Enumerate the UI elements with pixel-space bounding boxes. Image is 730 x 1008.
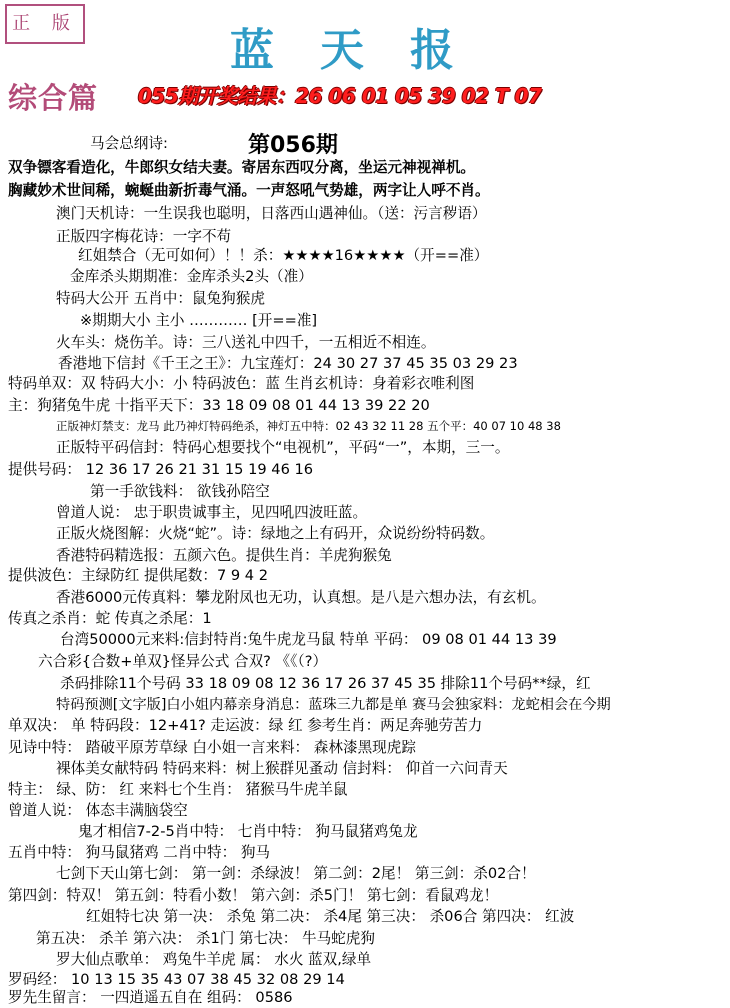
article-line: 金库杀头期期准：金库杀头2头（准） [70, 268, 313, 285]
article-line: 正版特平码信封：特码心想要找个“电视机”，平码“一”，本期，三一。 [56, 439, 510, 456]
article-line: 香港特码精选报：五颜六色。提供生肖：羊虎狗猴兔 [56, 547, 392, 564]
section-label: 综合篇 [8, 81, 99, 115]
draw-result-banner: 055期开奖结果：26 06 01 05 39 02 T 07 [138, 84, 542, 108]
article-line: 裸体美女献特码 特码来料：树上猴群见蚤动 信封料： 仰首一六问青天 [56, 760, 508, 777]
article-line: 提供波色：主绿防红 提供尾数：7 9 4 2 [8, 567, 269, 584]
article-line: 第四剑：特双！ 第五剑：特看小数！ 第六剑：杀5门！ 第七剑：看鼠鸡龙！ [8, 887, 499, 904]
article-line: 曾道人说： 忠于职贵诚事主，见四吼四波旺蓝。 [56, 504, 368, 521]
article-line: 鬼才相信7-2-5肖中特： 七肖中特： 狗马鼠猪鸡兔龙 [78, 823, 418, 840]
article-line: 主：狗猪兔牛虎 十指平天下：33 18 09 08 01 44 13 39 22 20 [8, 397, 430, 414]
article-line: 双争镖客看造化，牛郎织女结夫妻。寄居东西叹分离，坐运元神视禅机。 [8, 159, 476, 176]
article-line: 五肖中特： 狗马鼠猪鸡 二肖中特： 狗马 [8, 844, 271, 861]
article-line: 杀码排除11个号码 33 18 09 08 12 36 17 26 37 45 35 排除11个号码**绿，红 [60, 675, 591, 692]
article-line: ※期期大小 主小 ………… [开==准] [80, 312, 318, 329]
article-line: 六合彩{合数+单双}怪异公式 合双? 《《（?） [38, 653, 328, 670]
article-line: 曾道人说： 体态丰满脑袋空 [8, 802, 188, 819]
article-line: 红姐特七决 第一决： 杀兔 第二决： 杀4尾 第三决： 杀06合 第四决： 红波 [86, 908, 575, 925]
article-line: 单双决： 单 特码段：12+41? 走运波：绿 红 参考生肖：两足奔驰劳苦力 [8, 717, 483, 734]
article-line: 第一手欲钱料： 欲钱孙陪空 [90, 483, 270, 500]
article-line: 胸藏妙术世间稀，蜿蜒曲新折毒气涌。一声怒吼气势雄，两字让人呼不肖。 [8, 182, 490, 199]
article-line: 提供号码： 12 36 17 26 21 31 15 19 46 16 [8, 461, 314, 478]
article-line: 第五决： 杀羊 第六决： 杀1门 第七决： 牛马蛇虎狗 [36, 930, 375, 947]
article-line: 台湾50000元来料:信封特肖:兔牛虎龙马鼠 特单 平码： 09 08 01 44 13 39 [60, 631, 557, 648]
article-line: 传真之杀肖：蛇 传真之杀尾：1 [8, 610, 212, 627]
article-line: 红姐禁合（无可如何）！！杀：★★★★16★★★★（开==准） [78, 247, 489, 264]
article-line: 正版四字梅花诗：一字不苟 [56, 228, 232, 245]
article-line: 香港地下信封《千王之王》：九宝莲灯：24 30 27 37 45 35 03 29 23 [58, 355, 518, 372]
article-line: 七剑下天山第七剑： 第一剑：杀绿波！ 第二剑：2尾！ 第三剑：杀02合！ [56, 865, 536, 882]
article-line: 罗大仙点歌单： 鸡兔牛羊虎 属： 水火 蓝双,绿单 [56, 951, 372, 968]
article-line: 罗先生留言： 一四逍遥五自在 组码： 0586 [8, 989, 293, 1006]
article-line: 特主： 绿、防： 红 来料七个生肖： 猪猴马牛虎羊鼠 [8, 781, 348, 798]
newspaper-title: 蓝天报 [230, 25, 500, 76]
article-line: 正版神灯禁支：龙马 此乃神灯特码绝杀，神灯五中特：02 43 32 11 28 五个平：40 07 10 48 38 [56, 419, 561, 433]
article-line: 特码单双：双 特码大小：小 特码波色：蓝 生肖玄机诗：身着彩衣唯利图 [8, 375, 475, 392]
article-line: 特码预测[文字版]白小姐内幕亲身消息：蓝珠三九都是单 赛马会独家料：龙蛇相会在今期 [56, 697, 611, 713]
article-line: 澳门天机诗：一生误我也聪明，日落西山遇神仙。（送：污言秽语） [56, 205, 487, 222]
article-line: 见诗中特： 踏破平原芳草绿 白小姐一言来料： 森林漆黑现虎踪 [8, 739, 416, 756]
article-line: 罗码经： 10 13 15 35 43 07 38 45 32 08 29 14 [8, 971, 345, 988]
article-line: 香港6000元传真料：攀龙附凤也无功，认真想。是八是六想办法，有玄机。 [56, 589, 546, 606]
article-line: 马会总纲诗: [90, 135, 168, 152]
genuine-edition-badge: 正 版 [5, 4, 85, 44]
article-line: 特码大公开 五肖中：鼠兔狗猴虎 [56, 290, 265, 307]
article-line: 正版火烧图解：火烧“蛇”。诗：绿地之上有码开，众说纷纷特码数。 [56, 525, 495, 542]
issue-number: 第056期 [248, 133, 338, 158]
article-line: 火车头：烧伤羊。诗：三八送礼中四千，一五相近不相连。 [56, 334, 436, 351]
